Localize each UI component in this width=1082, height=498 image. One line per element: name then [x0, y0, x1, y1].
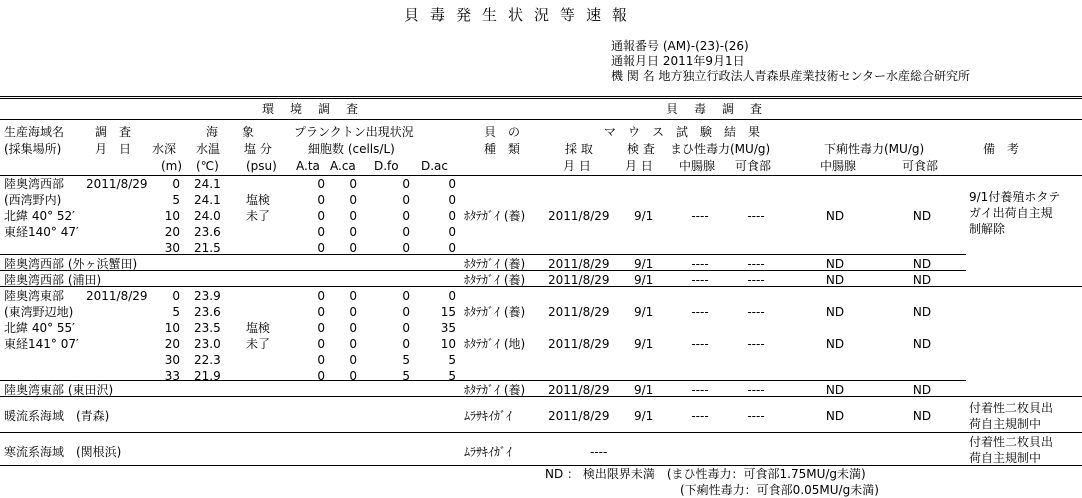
shell-type-cell: ﾎﾀﾃｶﾞｲ (養)	[464, 209, 526, 223]
env-aca-cell: 0	[349, 369, 357, 383]
shell-type-cell: ﾎﾀﾃｶﾞｲ (養)	[464, 305, 526, 319]
col-sp1: A.ta	[296, 159, 320, 173]
dsp-mid-cell: ND	[825, 337, 845, 351]
env-temp-cell: 23.6	[194, 305, 221, 319]
env-area-cell: 陸奥湾東部	[4, 289, 65, 303]
footnote-line1: ND ： 検出限界未満 (まひ性毒力：可食部1.75MU/g未満)	[545, 467, 866, 481]
report-date: 通報月日 2011年9月1日	[611, 54, 745, 68]
env-dac-cell: 0	[448, 225, 456, 239]
env-ata-cell: 0	[317, 305, 325, 319]
rule	[0, 175, 1082, 176]
env-area-cell: 東経140° 47′	[4, 225, 79, 239]
sampling-date-cell: 2011/8/29	[548, 337, 610, 351]
env-salinity-cell: 塩検	[246, 321, 271, 335]
site-name-cell: 陸奥湾東部 (東田沢)	[4, 383, 114, 397]
env-aca-cell: 0	[349, 305, 357, 319]
sampling-date-cell: 2011/8/29	[548, 305, 610, 319]
shell-type-cell: ﾎﾀﾃｶﾞｲ (養)	[464, 383, 526, 397]
page-title: 貝毒発生状況等速報	[404, 6, 639, 24]
env-ata-cell: 0	[317, 241, 325, 255]
col-psp-mid: 中腸腺	[679, 159, 716, 173]
env-depth-cell: 10	[164, 209, 180, 223]
dsp-edible-cell: ND	[912, 257, 932, 271]
env-depth-cell: 5	[172, 193, 180, 207]
col-sp3: D.fo	[374, 159, 399, 173]
dsp-edible-cell: ND	[912, 273, 932, 287]
col-sampling-place: (採集場所)	[4, 142, 62, 156]
env-aca-cell: 0	[349, 241, 357, 255]
env-ata-cell: 0	[317, 369, 325, 383]
footnote-line2: (下痢性毒力：可食部0.05MU/g未満)	[680, 483, 879, 497]
env-dac-cell: 0	[448, 241, 456, 255]
env-temp-cell: 23.6	[194, 225, 221, 239]
dsp-edible-cell: ND	[912, 305, 932, 319]
env-dfo-cell: 0	[402, 193, 410, 207]
env-aca-cell: 0	[349, 289, 357, 303]
col-depth-unit: (m)	[161, 159, 183, 173]
col-sp2: A.ca	[330, 159, 356, 173]
env-depth-cell: 10	[164, 321, 180, 335]
col-sampling: 採 取	[565, 142, 593, 156]
col-shell-type: 種 類	[484, 142, 521, 156]
env-ata-cell: 0	[317, 321, 325, 335]
env-area-cell: 東経141° 07′	[4, 337, 79, 351]
rule	[0, 98, 1082, 99]
sampling-date-cell: 2011/8/29	[548, 209, 610, 223]
dsp-mid-cell: ND	[825, 383, 845, 397]
env-ata-cell: 0	[317, 353, 325, 367]
env-aca-cell: 0	[349, 353, 357, 367]
col-survey: 調 査	[95, 125, 132, 139]
sampling-date-cell: 2011/8/29	[548, 273, 610, 287]
env-dfo-cell: 0	[402, 209, 410, 223]
rule	[0, 96, 1082, 97]
col-remarks: 備 考	[983, 142, 1020, 156]
rule	[0, 432, 1082, 433]
sampling-date-cell: 2011/8/29	[548, 383, 610, 397]
psp-mid-cell: ----	[691, 337, 709, 351]
env-aca-cell: 0	[349, 193, 357, 207]
psp-edible-cell: ----	[747, 409, 765, 423]
env-depth-cell: 5	[172, 305, 180, 319]
test-date-cell: 9/1	[634, 409, 654, 423]
env-salinity-cell: 塩検	[246, 193, 271, 207]
env-area-cell: 北緯 40° 55′	[4, 321, 75, 335]
psp-edible-cell: ----	[747, 337, 765, 351]
env-date-cell: 2011/8/29	[86, 177, 148, 191]
env-ata-cell: 0	[317, 337, 325, 351]
psp-mid-cell: ----	[691, 273, 709, 287]
remark-west-1: 9/1付養殖ホタテ	[969, 190, 1061, 204]
rule	[0, 254, 966, 255]
col-temp-unit: (℃)	[196, 159, 219, 173]
psp-mid-cell: ----	[691, 383, 709, 397]
psp-mid-cell: ----	[691, 409, 709, 423]
psp-edible-cell: ----	[747, 257, 765, 271]
env-dac-cell: 5	[448, 353, 456, 367]
env-depth-cell: 33	[164, 369, 180, 383]
env-depth-cell: 20	[164, 225, 180, 239]
test-date-cell: 9/1	[634, 305, 654, 319]
sampling-date-cell: 2011/8/29	[548, 257, 610, 271]
env-depth-cell: 30	[164, 353, 180, 367]
dsp-mid-cell: ND	[825, 273, 845, 287]
rule	[0, 465, 1082, 466]
env-ata-cell: 0	[317, 289, 325, 303]
env-temp-cell: 22.3	[194, 353, 221, 367]
env-salinity-cell: 未了	[246, 209, 271, 223]
site-name-cell: 寒流系海域 (関根浜)	[4, 445, 122, 459]
col-salinity-unit: (psu)	[246, 159, 277, 173]
env-dfo-cell: 5	[402, 369, 410, 383]
col-month-day: 月 日	[95, 142, 132, 156]
remark-cold-2: 荷自主規制中	[969, 451, 1042, 465]
col-dsp-mid: 中腸腺	[820, 159, 857, 173]
env-dac-cell: 15	[440, 305, 456, 319]
col-psp: まひ性毒力(MU/g)	[670, 142, 771, 156]
env-dfo-cell: 0	[402, 337, 410, 351]
col-psp-edible: 可食部	[735, 159, 772, 173]
env-dfo-cell: 5	[402, 353, 410, 367]
env-temp-cell: 24.0	[194, 209, 221, 223]
col-sp4: D.ac	[421, 159, 449, 173]
env-area-cell: (西湾野内)	[4, 193, 62, 207]
report-number: 通報番号 (AM)-(23)-(26)	[611, 39, 749, 53]
col-dsp-edible: 可食部	[902, 159, 939, 173]
env-temp-cell: 21.9	[194, 369, 221, 383]
remark-warm-1: 付着性二枚貝出	[969, 401, 1054, 415]
env-dfo-cell: 0	[402, 241, 410, 255]
dsp-edible-cell: ND	[912, 209, 932, 223]
dsp-edible-cell: ND	[912, 383, 932, 397]
env-temp-cell: 21.5	[194, 241, 221, 255]
env-dac-cell: 0	[448, 209, 456, 223]
dsp-mid-cell: ND	[825, 257, 845, 271]
env-salinity-cell: 未了	[246, 337, 271, 351]
col-test-md: 月 日	[625, 159, 653, 173]
dsp-edible-cell: ND	[912, 337, 932, 351]
test-date-cell: 9/1	[634, 273, 654, 287]
env-aca-cell: 0	[349, 337, 357, 351]
shell-type-cell: ﾎﾀﾃｶﾞｲ (地)	[464, 337, 526, 351]
col-depth: 水深	[152, 142, 177, 156]
env-dfo-cell: 0	[402, 177, 410, 191]
col-water-temp: 水温	[196, 142, 221, 156]
col-dsp: 下痢性毒力(MU/g)	[824, 142, 925, 156]
remark-west-3: 制解除	[969, 222, 1006, 236]
report-agency: 機 関 名 地方独立行政法人青森県産業技術センター水産総合研究所	[611, 69, 970, 83]
site-name-cell: 陸奥湾西部 (外ヶ浜蟹田)	[4, 257, 138, 271]
env-date-cell: 2011/8/29	[86, 289, 148, 303]
env-area-cell: 陸奥湾西部	[4, 177, 65, 191]
env-aca-cell: 0	[349, 321, 357, 335]
col-area-name: 生産海域名	[4, 125, 65, 139]
psp-edible-cell: ----	[747, 383, 765, 397]
env-dac-cell: 0	[448, 177, 456, 191]
shell-type-cell: ﾑﾗｻｷｲｶﾞｲ	[464, 445, 513, 459]
env-aca-cell: 0	[349, 225, 357, 239]
env-area-cell: (東湾野辺地)	[4, 305, 74, 319]
env-aca-cell: 0	[349, 209, 357, 223]
env-dac-cell: 5	[448, 369, 456, 383]
sampling-date-cell: 2011/8/29	[548, 409, 610, 423]
shell-type-cell: ﾎﾀﾃｶﾞｲ (養)	[464, 273, 526, 287]
env-ata-cell: 0	[317, 177, 325, 191]
psp-edible-cell: ----	[747, 305, 765, 319]
env-temp-cell: 23.9	[194, 289, 221, 303]
rule	[0, 119, 1082, 120]
site-name-cell: 暖流系海域 (青森)	[4, 409, 110, 423]
env-temp-cell: 24.1	[194, 193, 221, 207]
env-dfo-cell: 0	[402, 225, 410, 239]
shell-type-cell: ﾎﾀﾃｶﾞｲ (養)	[464, 257, 526, 271]
env-ata-cell: 0	[317, 209, 325, 223]
sampling-date-cell: ----	[590, 445, 608, 459]
col-cell-count: 細胞数 (cells/L)	[308, 142, 395, 156]
env-survey-header: 環 境 調 査	[262, 102, 361, 116]
shellfish-survey-header: 貝 毒 調 査	[666, 102, 765, 116]
psp-mid-cell: ----	[691, 209, 709, 223]
psp-edible-cell: ----	[747, 273, 765, 287]
psp-mid-cell: ----	[691, 257, 709, 271]
psp-edible-cell: ----	[747, 209, 765, 223]
remark-warm-2: 荷自主規制中	[969, 417, 1042, 431]
env-dac-cell: 0	[448, 193, 456, 207]
test-date-cell: 9/1	[634, 209, 654, 223]
shell-type-cell: ﾑﾗｻｷｲｶﾞｲ	[464, 409, 513, 423]
col-shell: 貝 の	[484, 125, 521, 139]
col-test: 検 査	[627, 142, 655, 156]
col-sampling-md: 月 日	[563, 159, 591, 173]
env-temp-cell: 24.1	[194, 177, 221, 191]
col-salinity: 塩 分	[244, 142, 272, 156]
env-depth-cell: 0	[172, 177, 180, 191]
dsp-mid-cell: ND	[825, 209, 845, 223]
env-dfo-cell: 0	[402, 305, 410, 319]
env-ata-cell: 0	[317, 225, 325, 239]
env-ata-cell: 0	[317, 193, 325, 207]
col-plankton: プランクトン出現状況	[294, 125, 414, 139]
env-dfo-cell: 0	[402, 321, 410, 335]
remark-west-2: ガイ出荷自主規	[969, 206, 1053, 220]
test-date-cell: 9/1	[634, 257, 654, 271]
env-dfo-cell: 0	[402, 289, 410, 303]
env-dac-cell: 0	[448, 289, 456, 303]
env-dac-cell: 35	[440, 321, 456, 335]
env-depth-cell: 30	[164, 241, 180, 255]
col-mouse-test: マ ウ ス 試 験 結 果	[604, 125, 761, 139]
env-depth-cell: 20	[164, 337, 180, 351]
env-area-cell: 北緯 40° 52′	[4, 209, 75, 223]
env-dac-cell: 10	[440, 337, 456, 351]
env-aca-cell: 0	[349, 177, 357, 191]
psp-mid-cell: ----	[691, 305, 709, 319]
site-name-cell: 陸奥湾西部 (浦田)	[4, 273, 102, 287]
env-temp-cell: 23.0	[194, 337, 221, 351]
remark-cold-1: 付着性二枚貝出	[969, 435, 1054, 449]
col-ocean: 海 象	[206, 125, 255, 139]
env-temp-cell: 23.5	[194, 321, 221, 335]
test-date-cell: 9/1	[634, 383, 654, 397]
dsp-mid-cell: ND	[825, 305, 845, 319]
dsp-edible-cell: ND	[912, 409, 932, 423]
env-depth-cell: 0	[172, 289, 180, 303]
dsp-mid-cell: ND	[825, 409, 845, 423]
test-date-cell: 9/1	[634, 337, 654, 351]
